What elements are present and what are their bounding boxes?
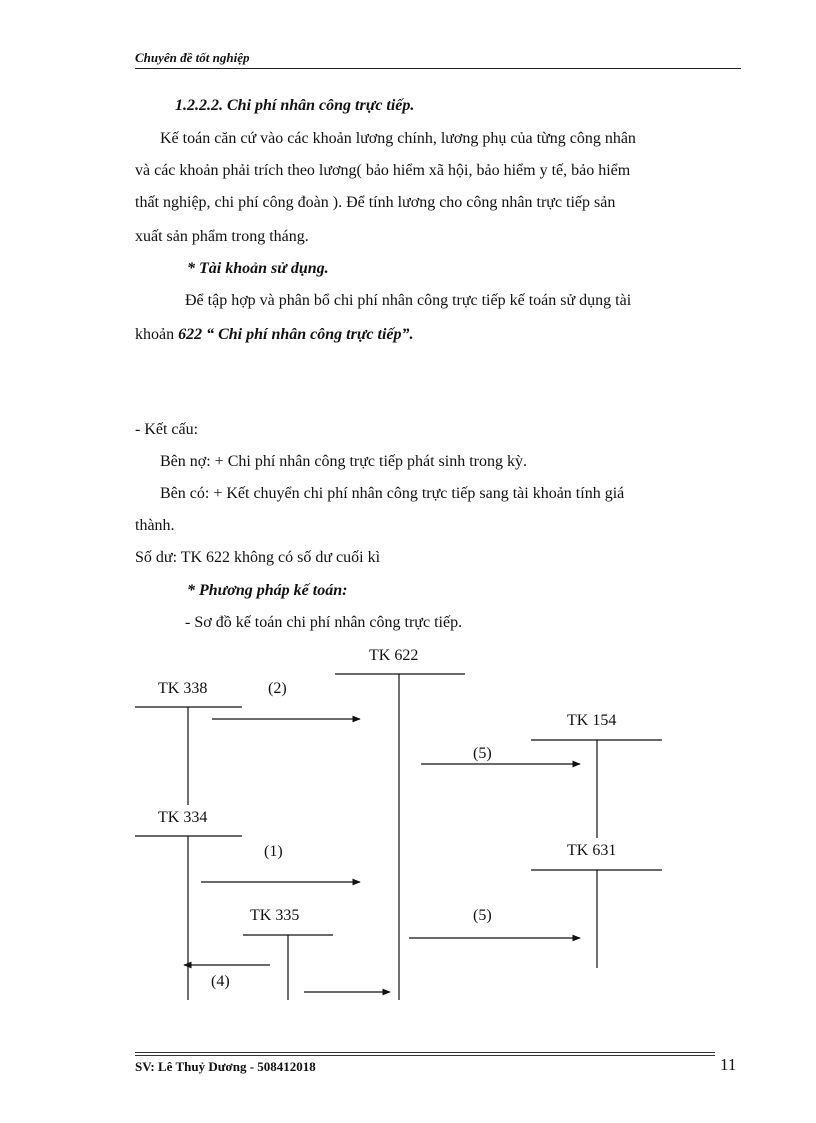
intro-line-3: thất nghiệp, chi phí công đoàn ). Để tính lương cho công nhân trực tiếp sản [135,194,616,211]
tk154-label: TK 154 [567,712,617,729]
structure-credit-line-1: Bên có: + Kết chuyển chi phí nhân công trực tiếp sang tài khoản tính giá [160,485,625,502]
tk334-label: TK 334 [158,809,208,826]
step-5b-label: (5) [473,907,492,924]
footer-student: SV: Lê Thuỷ Dương - 508412018 [135,1059,316,1074]
tk338-label: TK 338 [158,680,208,697]
structure-credit-line-2: thành. [135,517,175,534]
intro-line-4: xuất sản phẩm trong tháng. [135,228,309,245]
account-used-prefix: khoản [135,326,179,343]
account-622-name: 622 “ Chi phí nhân công trực tiếp”. [178,326,414,343]
tk631-label: TK 631 [567,842,617,859]
page-number: 11 [720,1055,737,1074]
footer-rule-bottom [135,1055,715,1056]
tk335-label: TK 335 [250,907,300,924]
footer-rule-top [135,1052,715,1053]
intro-line-1: Kế toán căn cứ vào các khoản lương chính, lương phụ của từng công nhân [160,130,636,147]
step-4-label: (4) [211,973,230,990]
account-used-line-1: Để tập hợp và phân bổ chi phí nhân công trực tiếp kế toán sử dụng tài [185,292,632,309]
structure-label: - Kết cấu: [135,421,199,438]
step-1-label: (1) [264,843,283,860]
method-heading: * Phương pháp kế toán: [187,582,348,599]
section-heading: 1.2.2.2. Chi phí nhân công trực tiếp. [175,97,415,114]
structure-balance: Số dư: TK 622 không có số dư cuối kì [135,549,381,566]
diagram-caption: - Sơ đồ kế toán chi phí nhân công trực tiếp. [185,614,463,631]
account-used-heading: * Tài khoản sử dụng. [187,260,329,277]
step-5a-label: (5) [473,745,492,762]
structure-debit: Bên nợ: + Chi phí nhân công trực tiếp phát sinh trong kỳ. [160,453,527,470]
step-2-label: (2) [268,680,287,697]
tk622-label: TK 622 [369,647,419,664]
header-title: Chuyên đề tốt nghiệp [135,50,250,65]
intro-line-2: và các khoản phải trích theo lương( bảo hiểm xã hội, bảo hiểm y tế, bảo hiểm [135,162,631,179]
